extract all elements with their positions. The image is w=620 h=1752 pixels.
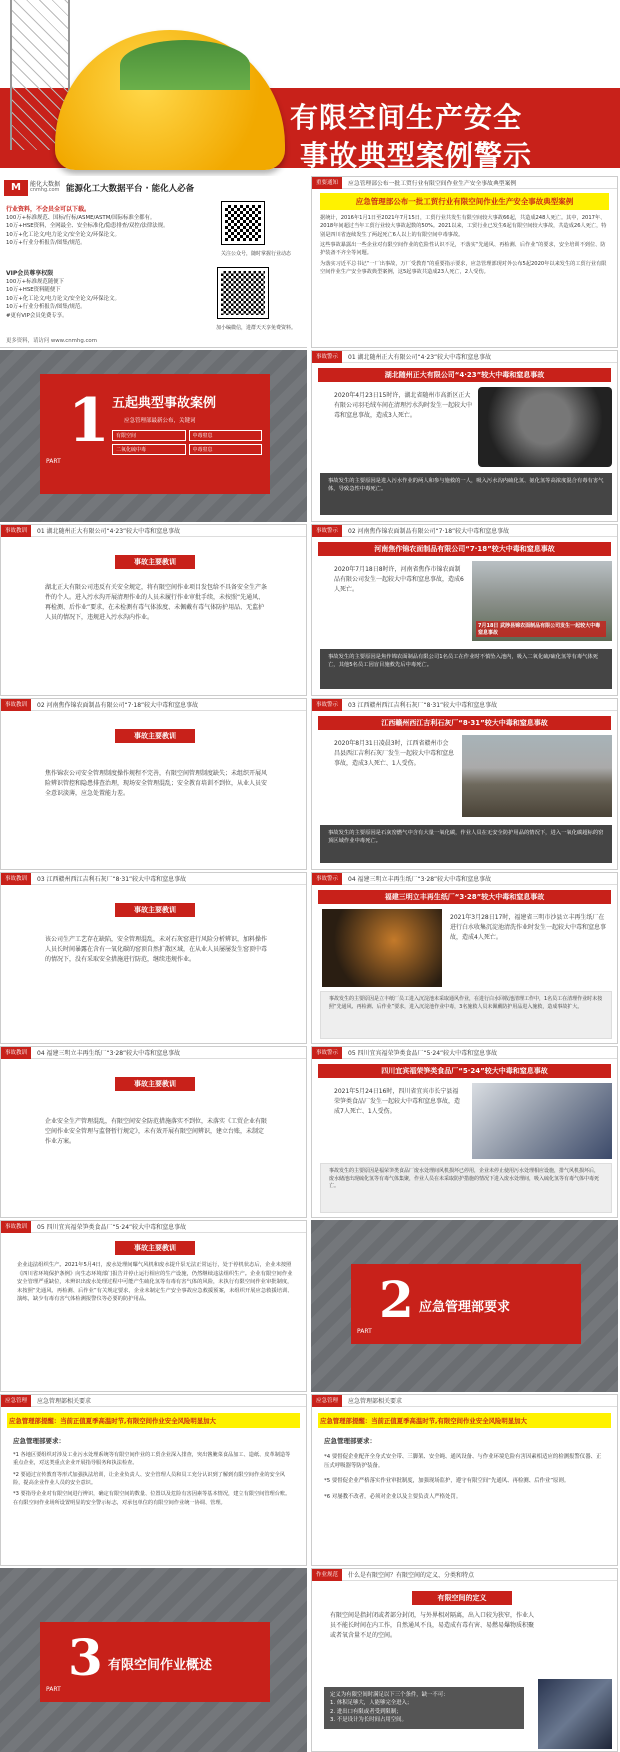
case3-header (312, 699, 617, 711)
vip-line: 100万+标准规范随便下 (6, 279, 64, 285)
lesson3-title: 03 江西赣州西江吉利石灰厂“8·31”较大中毒和窒息事故 (37, 876, 187, 883)
def-text: 有限空间是指封闭或者部分封闭，与外界相对隔离，出入口较为狭窄，作业人员不能长时间在内工作，自然通风不良，易造成有毒有害、易燃易爆物质积聚或者氧含量不足的空间。 (330, 1612, 535, 1639)
case3-tag: 事故警示 (312, 699, 342, 711)
section1-tabs (112, 430, 262, 455)
intro-left-title: 行业资料，不会员全可以下载。 (6, 206, 91, 213)
case5-text: 2021年5月24日16时，四川省宜宾市长宁县福荣笋类食品厂发生一起较大中毒和窒息事故，造成7人死亡、1人受伤。 (334, 1088, 461, 1115)
lesson4-banner: 事故主要教训 (115, 1077, 195, 1091)
req-left-title: 应急管理部相关要求 (37, 1398, 92, 1405)
def-box-line: 定义为有限空间时满足以下三个条件，缺一不可： (330, 1692, 449, 1698)
def-box-line: 1. 体积足够大，人能够完全进入； (330, 1700, 413, 1707)
section3-number: 3 (68, 1628, 103, 1687)
section1-part: PART (46, 458, 61, 465)
case4-banner: 福建三明立丰再生纸厂“3·28”较大中毒和窒息事故 (318, 890, 611, 904)
lesson3-slide (0, 872, 307, 1044)
case1-photo (478, 387, 612, 467)
case2-text: 2020年7月18日8时许，河南省焦作市锦农面制品有限公司发生一起较大中毒和窒息事故，造成6人死亡。 (334, 566, 464, 593)
case5-header (312, 1047, 617, 1059)
case4-text: 2021年3月28日17时，福建省三明市沙县立丰再生纸厂在进行白水收集沉淀池清洗作业时发生一起较大中毒和窒息事故，造成4人死亡。 (450, 914, 607, 941)
intro-slide (0, 176, 307, 348)
lesson5-text: 企业违法组织生产。2021年5月4日，废水处理间曝气风机和废水提升泵无法正常运行，处于停机状态后，企业未按照《四川省环境保护条例》向生态环境部门报告并停止运行相应的生产设施，仍然继续违法组织生产。企业有限空间作业安全管理严重缺位，未辨识出废水处理过程中可能产生硫化氢等有毒有害气体的风险，未执行有限空间作业审批制度，未按照“先通风、再检测、后作业”有关规定要求，企业未制定生产安全事故应急救援预案，未组织开展应急救援培训、演练，缺少有毒有害气体检测报警仪等必要的防护用品。 (17, 1262, 293, 1303)
case3-banner: 江西赣州西江吉利石灰厂“8·31”较大中毒和窒息事故 (318, 716, 611, 730)
vip-title: VIP会员尊享权限 (6, 270, 54, 277)
lesson1-slide (0, 524, 307, 696)
lesson1-text: 湖北正大有限公司违反有关安全规定，将有限空间作业项目发包给不具备安全生产条件的个人。进入污水沟开展清理作业的人员未履行作业审批手续，未按照“先通风、再检测、后作业”要求，在未检测有毒气体浓度、未佩戴有毒气体防护用品、无监护人员的情况下，违规进入污水沟内作业。 (45, 584, 268, 621)
notice-p3: 为落实习近平总书记“一厂出事故，万厂受教育”的重要指示要求，应急管理部现对外公布5起2020年以来发生的工贸行业有限空间作业生产安全事故典型案例，这5起事故共造成23人死亡，2人受伤。 (320, 260, 607, 275)
lesson2-tag: 事故教训 (1, 699, 31, 711)
req-right-slide (311, 1394, 618, 1566)
vip-line: 10万+化工论文/电力论文/安全论文/环保论文。 (6, 295, 120, 302)
case4-title: 04 福建三明立丰再生纸厂“3·28”较大中毒和窒息事故 (348, 876, 492, 883)
notice-slide (311, 176, 618, 348)
lesson1-header (1, 525, 306, 537)
req-left-item: *1 各地区要组织对涉及工业污水处理系统等有限空间作业的工贸企业深入排查，突出酱腌菜食品加工、造纸、皮革制造等重点企业，对这类重点企业开展指导服务和执法检查。 (13, 1452, 291, 1467)
lesson3-text: 该公司生产工艺存在缺陷，安全管理混乱，未对石灰窑进行风险分析辨识，加料操作人员长时间暴露在含有一氧化碳的窑顶自然扩散区域，在从业人员屡屡发生窑顶中毒的情况下，没有采取安全措施进行防范，继续违规作业。 (45, 936, 268, 963)
intro-line: 100万+标准规范、国标/行标/ASME/ASTM/国际标准全都有。 (6, 215, 156, 221)
case3-photo (462, 735, 612, 817)
case1-text: 2020年4月23日15时许，湖北省随州市高新区正大有限公司羽毛绒车间在清理污水沟时发生一起较大中毒和窒息事故，造成3人死亡。 (334, 392, 473, 419)
section1-tab: 有限空间 (112, 430, 186, 441)
def-box (324, 1687, 524, 1729)
lesson4-header (1, 1047, 306, 1059)
intro-left-list (6, 214, 206, 248)
vip-list (6, 278, 206, 320)
cover-city-illustration (120, 40, 250, 90)
cover-title-line2: 事故典型案例警示 (300, 139, 533, 172)
lesson5-banner: 事故主要教训 (115, 1241, 195, 1255)
cover-banner (0, 0, 620, 176)
lesson2-text: 焦作锦农公司安全管理制度操作规程不完善，有限空间管理制度缺失；未组织开展风险辨识管控和隐患排查治理，现场安全管理混乱；安全教育培训不到位，从业人员安全意识淡薄，应急处置能力差。 (45, 770, 268, 797)
section1-sub: 应急管理部最新公布，关键词 (124, 418, 196, 424)
def-photo (538, 1679, 612, 1749)
req-right-sub: 应急管理部要求： (324, 1437, 376, 1445)
notice-p2: 这些事故暴露出一些企业对有限空间作业的危险性认识不足，不落实“先通风、再检测、后作业”的要求，安全培训不到位、防护装备不齐全等问题。 (320, 241, 606, 257)
section2-part: PART (357, 1328, 372, 1335)
case2-photo-caption: 7月18日 武陟县锦农面制品有限公司发生一起较大中毒窒息事故 (476, 621, 606, 637)
case2-title: 02 河南焦作锦农面制品有限公司“7·18”较大中毒和窒息事故 (348, 528, 510, 535)
lesson3-header (1, 873, 306, 885)
lesson3-banner: 事故主要教训 (115, 903, 195, 917)
case4-photo (322, 909, 442, 987)
section2-title: 应急管理部要求 (419, 1300, 511, 1315)
lesson4-slide (0, 1046, 307, 1218)
notice-highlight: 应急管理部公布一批工贸行业有限空间作业生产安全事故典型案例 (320, 193, 609, 210)
def-box-line: 3. 不是设计为长时间占用空间。 (330, 1717, 407, 1724)
case5-cause: 事故发生的主要原因是福荣笋类食品厂废水处理间风机损坏已停用，企业未停止使用污水处理相应设施，排气风机损坏后，废水储池出现硫化氢等有毒气体集聚，作业人员在未采取防护措施的情况下进入废水处理间，吸入硫化氢等有毒气体中毒死亡。 (320, 1163, 612, 1213)
qr1-caption: 关注公众号，随时掌握行业动态 (220, 251, 291, 257)
section1-slide (0, 350, 307, 522)
case4-slide (311, 872, 618, 1044)
vip-line: 10万+行业分析报告/图集/规范。 (6, 304, 86, 311)
case2-tag: 事故警示 (312, 525, 342, 537)
req-left-item: *2 要通过宣传教育等形式加强执法培训，让企业负责人、安全管理人员和员工充分认识到了解到有限空间作业的安全风险，提高企业作业人员的安全意识。 (13, 1471, 286, 1486)
section2-slide (311, 1220, 618, 1392)
lesson1-tag: 事故教训 (1, 525, 31, 537)
section1-tab: 中毒窒息 (189, 444, 263, 455)
lesson2-slide (0, 698, 307, 870)
vip-line: #更有VIP会员免费专享。 (6, 312, 68, 319)
notice-tag: 重要通知 (312, 177, 342, 189)
intro-line: 10万+行业分析报告/图集/规范。 (6, 240, 86, 247)
req-right-title: 应急管理部相关要求 (348, 1398, 403, 1405)
case3-cause: 事故发生的主要原因是石灰窑燃气中含有大量一氧化碳，作业人员在无安全防护用品的情况下，进入一氧化碳超标的窑顶区域作业中毒死亡。 (320, 825, 612, 863)
def-tag: 作业规范 (312, 1569, 342, 1581)
case5-slide (311, 1046, 618, 1218)
case2-cause: 事故发生的主要原因是焦作锦农面制品有限公司1名员工在作业时不慎坠入池内，吸入二氧化硫/硫化氢等有毒气体死亡，其他5名员工因盲目施救先后中毒死亡。 (320, 649, 612, 689)
case4-tag: 事故警示 (312, 873, 342, 885)
lesson4-text: 企业安全生产管理混乱，有限空间安全防范措施落实不到位，未落实《工贸企业有限空间作业安全管理与监督暂行规定》，未有效开展有限空间辨识，建立台账，未制定作业方案。 (45, 1118, 268, 1145)
case5-banner: 四川宜宾福荣笋类食品厂“5·24”较大中毒和窒息事故 (318, 1064, 611, 1078)
lesson4-tag: 事故教训 (1, 1047, 31, 1059)
lesson4-title: 04 福建三明立丰再生纸厂“3·28”较大中毒和窒息事故 (37, 1050, 181, 1057)
section1-tab: 中毒窒息 (189, 430, 263, 441)
req-right-item: *4 要督促企业配齐全身式安全带、三脚架、安全绳、通风设备、与作业环境危险有害因素相适应的检测报警仪器、正压式呼吸器等防护装备。 (324, 1454, 602, 1470)
case1-banner: 湖北随州正大有限公司“4·23”较大中毒和窒息事故 (318, 368, 611, 382)
req-right-tag: 应急管理 (312, 1395, 342, 1407)
lesson1-title: 01 湖北随州正大有限公司“4·23”较大中毒和窒息事故 (37, 528, 181, 535)
req-left-sub: 应急管理部要求： (13, 1437, 65, 1445)
def-title: 什么是有限空间？有限空间的定义、分类和特点 (348, 1572, 475, 1579)
cover-title-line1: 有限空间生产安全 (290, 101, 523, 134)
vip-line: 10万+HSE资料随便下 (6, 287, 61, 294)
case5-title: 05 四川宜宾福荣笋类食品厂“5·24”较大中毒和窒息事故 (348, 1050, 498, 1057)
section2-number: 2 (379, 1270, 414, 1329)
section1-tab: 二氧化硫中毒 (112, 444, 186, 455)
case3-slide (311, 698, 618, 870)
lesson3-tag: 事故教训 (1, 873, 31, 885)
def-banner: 有限空间的定义 (412, 1591, 512, 1605)
req-right-item: *6 对屡教不改者，必须对企业以及主要负责人严格处罚。 (324, 1493, 462, 1500)
case3-title: 03 江西赣州西江吉利石灰厂“8·31”较大中毒和窒息事故 (348, 702, 498, 709)
qr2-caption: 加小编微信，进群天天享免费资料。 (215, 325, 296, 331)
section1-number: 1 (68, 386, 110, 456)
qr-code-wechat[interactable] (218, 268, 268, 318)
qr-code-public[interactable] (222, 202, 264, 244)
brand-logo-text: 能化大数据 (30, 181, 61, 188)
intro-line: 10万+HSE资料，全网最全、安全标准化/隐患排查/双控/法律法规。 (6, 223, 169, 230)
brand-logo: M (4, 180, 28, 196)
lesson2-title: 02 河南焦作锦农面制品有限公司“7·18”较大中毒和窒息事故 (37, 702, 199, 709)
req-left-slide (0, 1394, 307, 1566)
case1-title: 01 湖北随州正大有限公司“4·23”较大中毒和窒息事故 (348, 354, 492, 361)
more-link[interactable]: 更多资料，请访问 www.cnmhg.com (6, 338, 97, 344)
case2-header (312, 525, 617, 537)
req-right-header (312, 1395, 617, 1407)
section3-part: PART (46, 1686, 61, 1693)
section3-slide (0, 1568, 307, 1752)
lesson1-banner: 事故主要教训 (115, 555, 195, 569)
req-left-bar: 应急管理部提醒：当前正值夏季高温时节,有限空间作业安全风险明显加大 (7, 1413, 300, 1428)
lesson5-header (1, 1221, 306, 1233)
case2-banner: 河南焦作锦农面制品有限公司“7·18”较大中毒和窒息事故 (318, 542, 611, 556)
req-left-header (1, 1395, 306, 1407)
definition-slide (311, 1568, 618, 1752)
case5-tag: 事故警示 (312, 1047, 342, 1059)
case4-header (312, 873, 617, 885)
req-left-tag: 应急管理 (1, 1395, 31, 1407)
platform-title: 能源化工大数据平台 · 能化人必备 (66, 184, 195, 194)
case3-text: 2020年8月31日凌晨3时，江西省赣州市会昌县西江吉利石灰厂发生一起较大中毒和窒息事故，造成3人死亡、1人受伤。 (334, 740, 455, 767)
def-header (312, 1569, 617, 1581)
brand-logo-url: cnmhg.com (30, 187, 60, 193)
section1-title: 五起典型事故案例 (112, 396, 217, 411)
case1-cause: 事故发生的主要原因是进入污水作业的两人和参与施救的一人，吸入污水沟内硫化氢、氨化氢等高浓度混合有毒有害气体，导致急性中毒死亡。 (320, 473, 612, 515)
section3-title: 有限空间作业概述 (108, 1658, 213, 1673)
case1-header (312, 351, 617, 363)
case1-tag: 事故警示 (312, 351, 342, 363)
case1-slide (311, 350, 618, 522)
req-left-item: *3 要指导企业对有限空间进行辨识，确定有限空间的数量、位置以及危险有害因素等基本情况，建立有限空间管理台账。在有限空间作业场所设置明显的安全警示标志，对承包单位的有限空间作业统一协调、管理。 (13, 1491, 291, 1506)
def-box-line: 2. 进出口有限或者受到限制； (330, 1708, 402, 1715)
case5-photo (472, 1083, 612, 1159)
lesson5-tag: 事故教训 (1, 1221, 31, 1233)
req-right-item: *5 要督促企业严格落实作业审批制度，加强现场监护，遵守有限空间“先通风、再检测、后作业”原则。 (324, 1478, 570, 1485)
lesson5-title: 05 四川宜宾福荣笋类食品厂“5·24”较大中毒和窒息事故 (37, 1224, 187, 1231)
lesson5-slide (0, 1220, 307, 1392)
lesson2-banner: 事故主要教训 (115, 729, 195, 743)
case2-slide (311, 524, 618, 696)
lesson2-header (1, 699, 306, 711)
req-right-bar: 应急管理部提醒：当前正值夏季高温时节,有限空间作业安全风险明显加大 (318, 1413, 611, 1428)
notice-header (312, 177, 617, 189)
notice-title: 应急管理部公布一批工贸行业有限空间作业生产安全事故典型案例 (348, 181, 517, 187)
notice-p1: 据统计，2016年1月1日至2021年7月15日，工贸行业共发生有限空间较大事故66起，共造成248人死亡。其中，2017年、2018年间超过当年工贸行业较大事故起数的50%。2021以来，工贸行业已发生6起有限空间较大事故，共造成26人死亡，特别是四川省连续发生了两起死亡6人以上的有限空间中毒事故。 (320, 215, 607, 238)
intro-line: 10万+化工论文/电力论文/安全论文/环保论文。 (6, 231, 120, 238)
case4-cause: 事故发生的主要原因是立丰纸厂员工进入沉淀池未采取通风作业，在进行白水回收池清理工作中，1名员工在清理作业时未按照“先通风、再检测、后作业”要求，进入沉淀池作业中毒，3名施救人员未佩戴防护用品进入施救，造成事故扩大。 (320, 991, 612, 1039)
